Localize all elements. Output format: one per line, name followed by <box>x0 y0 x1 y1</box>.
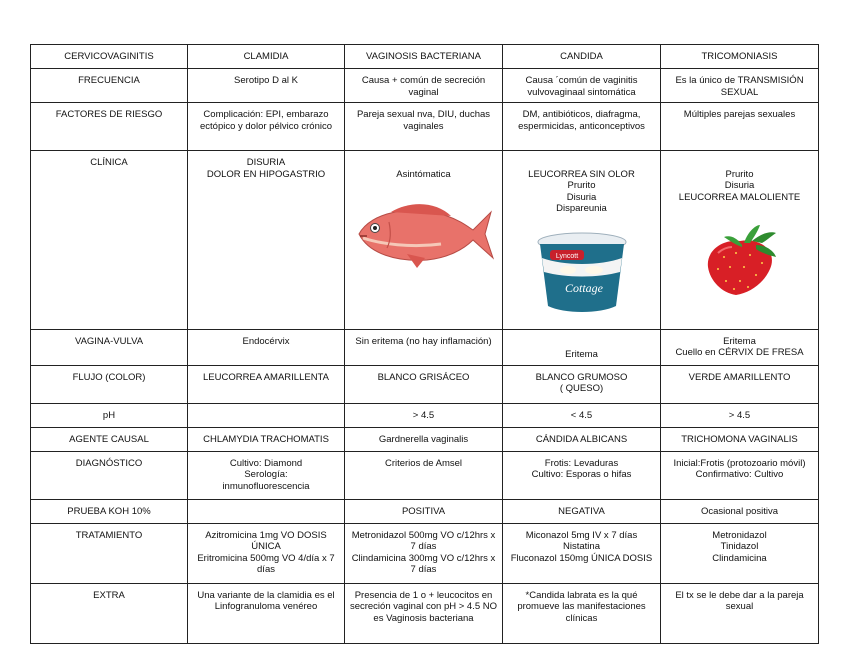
row-label: AGENTE CAUSAL <box>31 427 188 451</box>
row-label: FLUJO (COLOR) <box>31 365 188 403</box>
cell-text: LEUCORREA SIN OLOR Prurito Disuria Dispareunia <box>528 168 635 214</box>
row-label: EXTRA <box>31 583 188 643</box>
fish-icon <box>351 198 497 270</box>
table-row-diagnostico <box>31 451 819 499</box>
table-row-prueba-koh <box>31 499 819 523</box>
table-row-frecuencia <box>31 69 819 103</box>
table-cell: Inicial:Frotis (protozoario móvil) Confirmativo: Cultivo <box>661 451 819 499</box>
table-cell: Gardnerella vaginalis <box>345 427 503 451</box>
row-label: VAGINA-VULVA <box>31 329 188 365</box>
table-cell: *Candida labrata es la qué promueve las manifestaciones clínicas <box>503 583 661 643</box>
header-tricomoniasis: TRICOMONIASIS <box>661 45 819 69</box>
table-row-clinica <box>31 151 819 330</box>
table-cell: Múltiples parejas sexuales <box>661 103 819 151</box>
header-clamidia: CLAMIDIA <box>188 45 345 69</box>
table-row-extra <box>31 583 819 643</box>
table-cell: CÁNDIDA ALBICANS <box>503 427 661 451</box>
table-row-tratamiento <box>31 523 819 583</box>
table-cell: Frotis: Levaduras Cultivo: Esporas o hifas <box>503 451 661 499</box>
table-cell: Pareja sexual nva, DIU, duchas vaginales <box>345 103 503 151</box>
table-cell: Metronidazol 500mg VO c/12hrs x 7 días Clindamicina 300mg VO c/12hrs x 7 días <box>345 523 503 583</box>
table-cell: Sin eritema (no hay inflamación) <box>345 329 503 365</box>
table-cell: BLANCO GRISÁCEO <box>345 365 503 403</box>
table-cell: Una variante de la clamidia es el Linfogranuloma venéreo <box>188 583 345 643</box>
table-cell: Serotipo D al K <box>188 69 345 103</box>
cell-text: Asintómatica <box>396 168 451 180</box>
row-label: TRATAMIENTO <box>31 523 188 583</box>
row-label: PRUEBA KOH 10% <box>31 499 188 523</box>
vaginitis-comparison-table <box>30 44 819 644</box>
header-row <box>31 45 819 69</box>
table-cell: Complicación: EPI, embarazo ectópico y dolor pélvico crónico <box>188 103 345 151</box>
table-cell: Es la único de TRANSMISIÓN SEXUAL <box>661 69 819 103</box>
table-cell: Causa ´común de vaginitis vulvovaginaal sintomática <box>503 69 661 103</box>
cheese-brand-text: Lyncott <box>555 253 578 260</box>
row-label: pH <box>31 403 188 427</box>
table-cell: El tx se le debe dar a la pareja sexual <box>661 583 819 643</box>
table-cell: > 4.5 <box>661 403 819 427</box>
header-vaginosis-bacteriana: VAGINOSIS BACTERIANA <box>345 45 503 69</box>
table-cell <box>188 499 345 523</box>
header-cervicovaginitis: CERVICOVAGINITIS <box>31 45 188 69</box>
cottage-cheese-tub-icon <box>534 230 630 314</box>
table-cell: TRICHOMONA VAGINALIS <box>661 427 819 451</box>
table-row-flujo-color <box>31 365 819 403</box>
table-row-agente-causal <box>31 427 819 451</box>
table-row-ph <box>31 403 819 427</box>
table-cell: > 4.5 <box>345 403 503 427</box>
row-label: FRECUENCIA <box>31 69 188 103</box>
table-row-vagina-vulva <box>31 329 819 365</box>
table-cell: < 4.5 <box>503 403 661 427</box>
cheese-label-text: Cottage <box>564 281 603 295</box>
table-cell: Eritema <box>503 329 661 365</box>
table-cell-with-illustration <box>345 151 503 330</box>
table-cell: DISURIA DOLOR EN HIPOGASTRIO <box>188 151 345 330</box>
table-cell: Miconazol 5mg IV x 7 días Nistatina Fluconazol 150mg ÚNICA DOSIS <box>503 523 661 583</box>
strawberry-icon <box>700 223 780 297</box>
table-cell: POSITIVA <box>345 499 503 523</box>
table-cell: Eritema Cuello en CÉRVIX DE FRESA <box>661 329 819 365</box>
table-cell: BLANCO GRUMOSO ( QUESO) <box>503 365 661 403</box>
table-cell: NEGATIVA <box>503 499 661 523</box>
table-cell: Azitromicina 1mg VO DOSIS ÚNICA Eritromicina 500mg VO 4/día x 7 días <box>188 523 345 583</box>
table-cell <box>188 403 345 427</box>
cell-text: Prurito Disuria LEUCORREA MALOLIENTE <box>678 168 801 203</box>
row-label: CLÍNICA <box>31 151 188 330</box>
table-cell: Criterios de Amsel <box>345 451 503 499</box>
table-cell: Cultivo: Diamond Serología: inmunofluorescencia <box>188 451 345 499</box>
table-cell-with-illustration <box>661 151 819 330</box>
header-candida: CANDIDA <box>503 45 661 69</box>
table-cell: Ocasional positiva <box>661 499 819 523</box>
table-cell: CHLAMYDIA TRACHOMATIS <box>188 427 345 451</box>
table-cell: Metronidazol Tinidazol Clindamicina <box>661 523 819 583</box>
table-cell: LEUCORREA AMARILLENTA <box>188 365 345 403</box>
table-cell: Presencia de 1 o + leucocitos en secreción vaginal con pH > 4.5 NO es Vaginosis bacteriana <box>345 583 503 643</box>
table-cell-with-illustration <box>503 151 661 330</box>
table-cell: Endocérvix <box>188 329 345 365</box>
table-cell: Causa + común de secreción vaginal <box>345 69 503 103</box>
table-cell: DM, antibióticos, diafragma, espermicidas, anticonceptivos <box>503 103 661 151</box>
row-label: DIAGNÓSTICO <box>31 451 188 499</box>
table-cell: VERDE AMARILLENTO <box>661 365 819 403</box>
table-row-factores-de-riesgo <box>31 103 819 151</box>
row-label: FACTORES DE RIESGO <box>31 103 188 151</box>
